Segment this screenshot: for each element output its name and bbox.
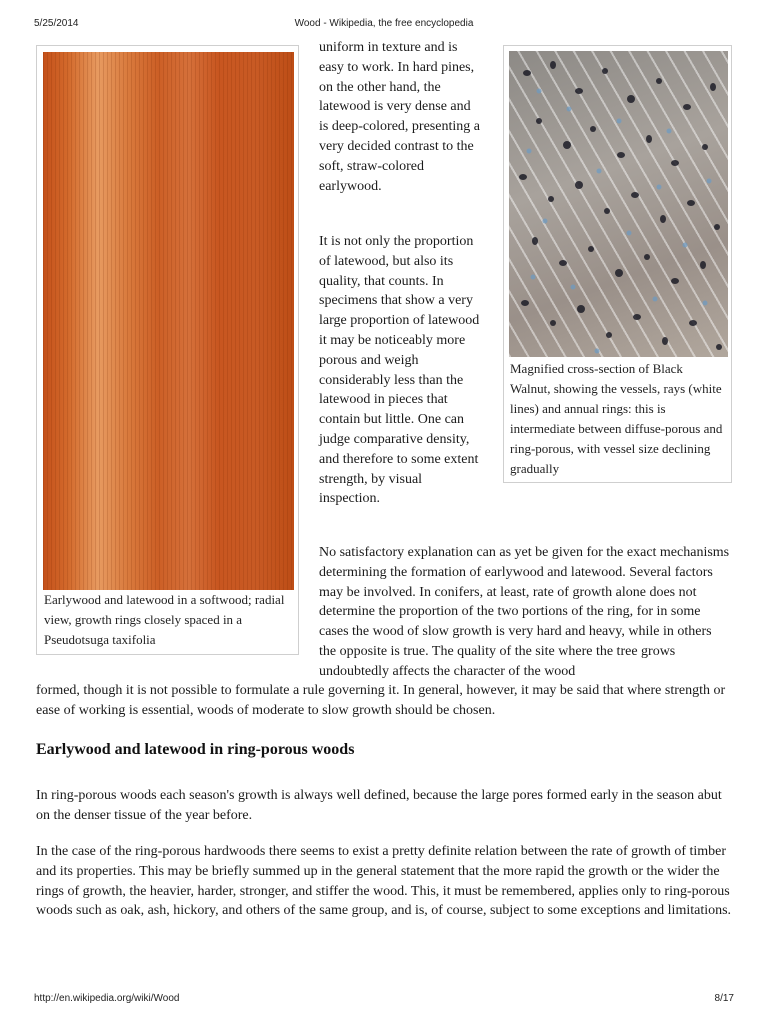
print-date: 5/25/2014 (34, 18, 79, 29)
print-page-number: 8/17 (714, 993, 734, 1004)
figure-caption-left: Earlywood and latewood in a softwood; radial view, growth rings closely spaced in a Pseudotsuga taxifolia (44, 592, 285, 647)
figure-caption-right: Magnified cross-section of Black Walnut, showing the vessels, rays (white lines) and annual rings: this is intermediate between diffuse-porous and ring-porous, with vessel size declining gradually (510, 361, 723, 476)
section-heading-ring-porous: Earlywood and latewood in ring-porous woods (36, 741, 355, 758)
walnut-vessels-graphic (509, 51, 728, 357)
paragraph-growth-mechanisms: No satisfactory explanation can as yet be given for the exact mechanisms determining the formation of earlywood and latewood. Several factors may be involved. In conifers, at least, rate of growth alone does not determine the proportion of the two portions of the ring, for in some cases the wood of slow growth is very hard and heavy, while in others the opposite is true. The quality of the site where the tree grows undoubtedly affects the character of the wood (319, 545, 730, 679)
black-walnut-cross-section-image (509, 51, 728, 357)
figure-black-walnut (503, 45, 732, 483)
paragraph-season-growth: In ring-porous woods each season's growth is always well defined, because the large pores formed early in the season abut on the denser tissue of the year before. (36, 788, 722, 823)
print-url: http://en.wikipedia.org/wiki/Wood (34, 993, 180, 1004)
paragraph-latewood-quality: It is not only the proportion of latewood, but also its quality, that counts. In specimens that show a very large proportion of latewood it may be noticeably more porous and weigh considerably less than the latewood in pieces that contain but little. One can judge comparative density, and therefore to some extent strength, by visual inspection. (319, 234, 480, 507)
figure-earlywood-latewood (36, 45, 299, 655)
paragraph-ring-porous-hardwoods: In the case of the ring-porous hardwoods there seems to exist a pretty definite relation between the rate of growth of timber and its properties. This may be briefly summed up in the general statement that the more rapid the growth or the wider the rings of growth, the heavier, harder, stronger, and stiffer the wood. This, it must be remembered, applies only to ring-porous woods such as oak, ash, hickory, and others of the same group, and is, of course, subject to some exceptions and limitations. (36, 844, 732, 919)
paragraph-growth-mechanisms-continued: formed, though it is not possible to formulate a rule governing it. In general, however, it may be said that where strength or ease of working is essential, woods of moderate to slow growth should be chosen. (36, 683, 726, 718)
print-page-title: Wood - Wikipedia, the free encyclopedia (294, 18, 474, 29)
paragraph-hard-pines: uniform in texture and is easy to work. In hard pines, on the other hand, the latewood is very dense and is deep-colored, presenting a very decided contrast to the soft, straw-colored earlywood. (319, 40, 480, 194)
softwood-grain-image (43, 52, 294, 590)
